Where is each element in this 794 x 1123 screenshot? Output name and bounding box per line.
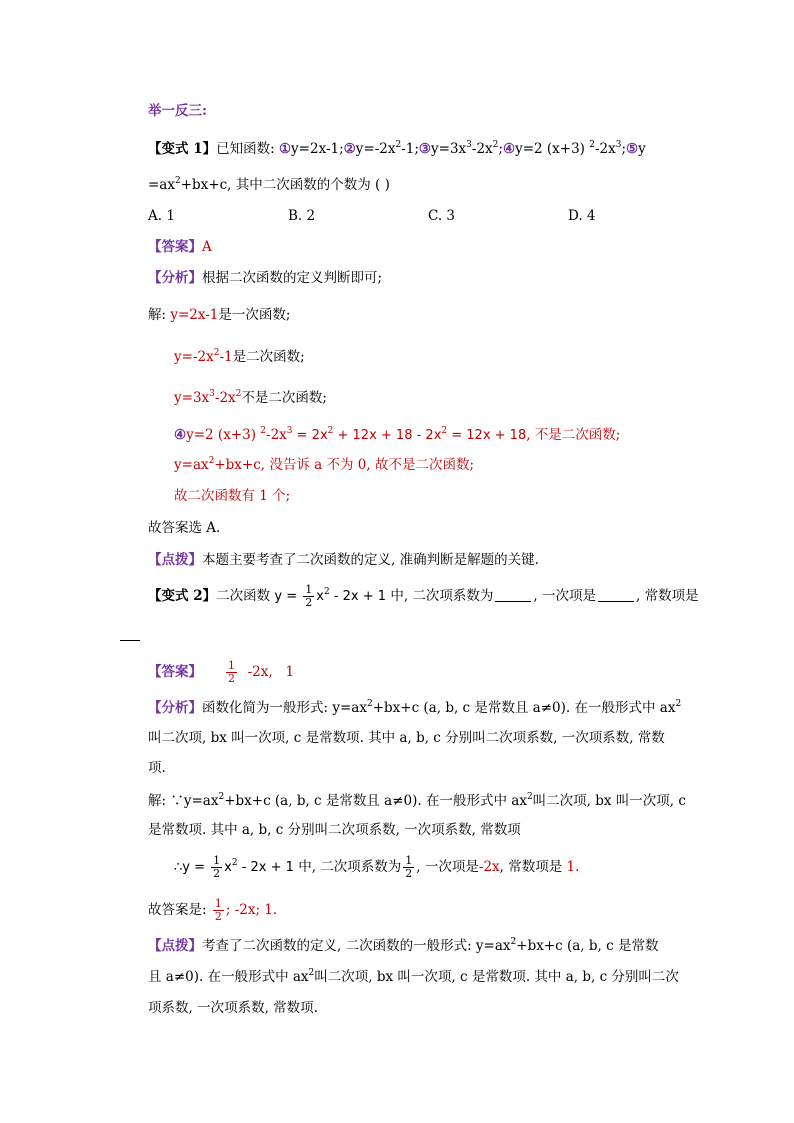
blank-linear-term[interactable] [598, 587, 634, 602]
v1-options [148, 206, 596, 226]
v2-analysis-2: 叫二次项, bx 叫一次项, c 是常数项. 其中 a, b, c 分别叫二次项系数, 一次项系数, 常数 [148, 730, 665, 746]
v2-solution-3: ∴y = $\frac{1}{2}$ $x^2 - 2x + 1$ 中, 二次项系数为 $\frac{1}{2}$ , 一次项是-2x, 常数项是 1. [174, 854, 580, 880]
option-d: D. 4 [568, 208, 596, 224]
section-title: 举一反三: [148, 103, 207, 119]
v1-solution-5: $y=ax^2+bx+c$, 没告诉 a 不为 0, 故不是二次函数; [174, 456, 475, 473]
v2-tip-1: 【点拨】考查了二次函数的定义, 二次函数的一般形式: $y=ax^2+bx+c$ (a, b, c 是常数 [148, 937, 659, 954]
v1-solution-2: $y=-2x^2-1$是二次函数; [174, 348, 305, 365]
blank-quadratic-coef[interactable] [495, 587, 531, 602]
v1-analysis: 【分析】根据二次函数的定义判断即可; [148, 270, 383, 286]
v1-conclusion: 故答案选 A. [148, 520, 221, 536]
v2-analysis-1: 【分析】函数化简为一般形式: $y=ax^2+bx+c$ (a, b, c 是常数且 a≠0). 在一般形式中 $ax^2$ [148, 699, 682, 716]
v2-solution-2: 是常数项. 其中 a, b, c 分别叫二次项系数, 一次项系数, 常数项 [148, 822, 521, 838]
v1-solution-1: 解: y=2x-1是一次函数; [148, 307, 291, 323]
v1-tip: 【点拨】本题主要考查了二次函数的定义, 准确判断是解题的关键. [148, 552, 539, 568]
v2-solution-1: 解: $\because y=ax^2+bx+c$ (a, b, c 是常数且 a≠0). 在一般形式中 $ax^2$叫二次项, bx 叫一次项, c [148, 792, 686, 809]
option-b: B. 2 [288, 208, 316, 224]
v1-question-line2: $=ax^2+bx+c$, 其中二次函数的个数为 ( ) [148, 176, 390, 193]
v2-conclusion: 故答案是: $\frac{1}{2}$ ; -2x; 1. [148, 897, 278, 923]
v1-solution-4: ④y=2 (x+3) $^2-2x^3 = 2x^2 + 12x + 18 - 2x^2 = 12x + 18$, 不是二次函数; [174, 426, 621, 443]
option-a: A. 1 [148, 208, 175, 224]
v1-question-line1: 【变式 1】已知函数: $①y=2x-1;②y=-2x^2-1;③y=3x^3-2x^2;④y=2$ (x+3) $^2-2x^3;⑤y$ [148, 140, 646, 157]
v2-answer: 【答案】 $\frac{1}{2}$ -2x, 1 [148, 659, 295, 685]
option-c: C. 3 [428, 208, 456, 224]
v2-answer-fraction: $\frac{1}{2}$ [228, 659, 235, 685]
v1-solution-6: 故二次函数有 1 个; [174, 488, 291, 504]
v1-solution-3: $y=3x^3-2x^2$不是二次函数; [174, 389, 327, 406]
v2-question-fraction: $\frac{1}{2}$ [305, 583, 313, 609]
v2-tip-2: 且 a≠0). 在一般形式中 $ax^2$叫二次项, bx 叫一次项, c 是常数项. 其中 a, b, c 分别叫二次 [148, 968, 679, 985]
v1-answer: 【答案】A [148, 239, 212, 255]
blank-constant-term[interactable] [120, 640, 140, 641]
v1-tag: 【变式 1】 [148, 141, 217, 157]
v2-question: 【变式 2】二次函数 y = $\frac{1}{2}$ $x^2 - 2x + 1$ 中, 二次项系数为 , 一次项是 , 常数项是 [148, 583, 699, 609]
v2-analysis-3: 项. [148, 760, 166, 776]
v2-tip-3: 项系数, 一次项系数, 常数项. [148, 1000, 318, 1016]
